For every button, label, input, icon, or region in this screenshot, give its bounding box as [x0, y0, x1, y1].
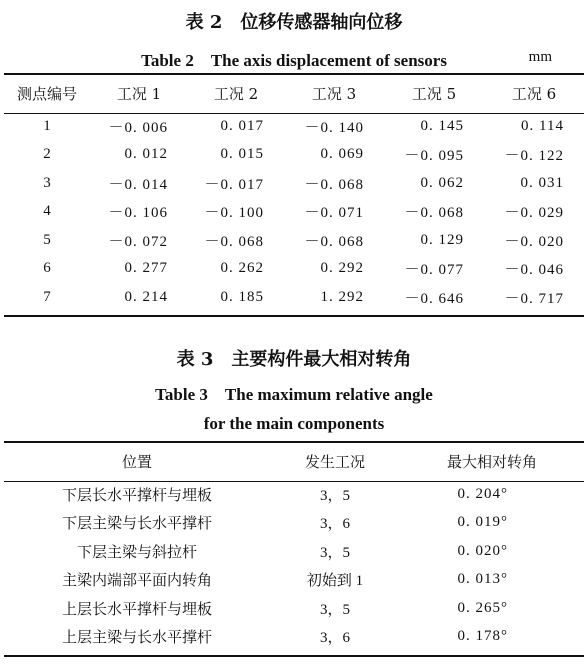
table-cell: 0. 013°	[457, 571, 508, 588]
table2-header-cell: 工况 6	[511, 84, 557, 103]
table-row	[4, 169, 584, 198]
table-row	[4, 112, 584, 141]
table-cell: －0. 029	[504, 205, 564, 222]
table3-title-cn: 表 3 主要构件最大相对转角	[176, 349, 412, 370]
table3-bottom-rule	[4, 655, 584, 657]
table3	[4, 442, 584, 651]
table-cell: 7	[43, 288, 51, 305]
table-cell: －0. 106	[108, 205, 168, 222]
table-cell: 0. 265°	[457, 599, 508, 616]
table2-header-cell: 工况 5	[411, 84, 457, 103]
table-cell: 0. 204°	[457, 485, 508, 502]
table-cell: 4	[43, 203, 51, 220]
table3-header-cell: 最大相对转角	[446, 452, 537, 471]
table-cell: 0. 031	[520, 174, 564, 191]
table3-header-row	[4, 442, 584, 480]
table-cell: －0. 646	[404, 290, 464, 307]
table-row	[4, 255, 584, 284]
table-row	[4, 226, 584, 255]
table2-title-en: Table 2 The axis displacement of sensors	[141, 51, 447, 70]
table-cell: 0. 114	[521, 117, 564, 134]
table-row	[4, 283, 584, 312]
table2	[4, 74, 584, 312]
table-cell: 0. 214	[124, 288, 168, 305]
table-cell: 0. 178°	[457, 628, 508, 645]
table3-header-cell: 位置	[121, 452, 152, 471]
table-row	[4, 480, 584, 509]
table-cell: 0. 292	[320, 260, 364, 277]
table-cell: 3	[43, 174, 51, 191]
table-row	[4, 198, 584, 227]
table-cell: 1	[43, 117, 51, 134]
table-row	[4, 509, 584, 538]
table-cell: －0. 140	[304, 119, 364, 136]
table-cell: 3，6	[319, 516, 350, 533]
table3-header-cell: 发生工况	[304, 452, 365, 471]
table-cell: －0. 068	[304, 233, 364, 250]
table2-title-cn: 表 2 位移传感器轴向位移	[185, 12, 403, 33]
table2-header-row	[4, 74, 584, 112]
table-cell: －0. 717	[504, 290, 564, 307]
table-cell: 0. 015	[220, 146, 264, 163]
table-cell: 3，5	[319, 544, 350, 561]
table-row	[4, 594, 584, 623]
table-cell: －0. 122	[504, 148, 564, 165]
table-cell: 0. 019°	[457, 514, 508, 531]
table2-header-cell: 工况 3	[311, 84, 357, 103]
table-cell: －0. 068	[404, 205, 464, 222]
table-cell: －0. 071	[304, 205, 364, 222]
table-row	[4, 141, 584, 170]
table3-title-en-line1: Table 3 The maximum relative angle	[155, 385, 433, 404]
table-cell: －0. 068	[204, 233, 264, 250]
table-cell: 1. 292	[320, 288, 364, 305]
table-cell: －0. 072	[108, 233, 168, 250]
table-cell: 0. 277	[124, 260, 168, 277]
table2-header-cell: 测点编号	[16, 84, 77, 103]
table-cell: 3，5	[319, 487, 350, 504]
table-cell: －0. 068	[304, 176, 364, 193]
table-row	[4, 623, 584, 652]
table-cell: 3，5	[319, 601, 350, 618]
table-cell: －0. 017	[204, 176, 264, 193]
table-cell: 初始到 1	[306, 573, 364, 590]
table2-header-cell: 工况 2	[213, 84, 259, 103]
table-cell: 0. 262	[220, 260, 264, 277]
table-cell: 2	[43, 146, 51, 163]
table-cell: －0. 095	[404, 148, 464, 165]
table3-title-en-line2: for the main components	[203, 414, 385, 433]
table-row	[4, 566, 584, 595]
table-cell: 下层主梁与斜拉杆	[76, 544, 197, 561]
table-cell: 0. 185	[220, 288, 264, 305]
table-cell: 0. 145	[420, 117, 464, 134]
table-cell: 0. 129	[420, 231, 464, 248]
table2-header-cell: 工况 1	[116, 84, 162, 103]
table-cell: 0. 062	[420, 174, 464, 191]
table-cell: 上层长水平撑杆与埋板	[61, 601, 212, 618]
table-cell: －0. 006	[108, 119, 168, 136]
table-cell: －0. 020	[504, 233, 564, 250]
table-cell: 0. 017	[220, 117, 264, 134]
table2-unit: mm	[528, 49, 552, 65]
table-cell: －0. 100	[204, 205, 264, 222]
table-cell: －0. 077	[404, 262, 464, 279]
table-cell: 3，6	[319, 630, 350, 647]
table-cell: 0. 020°	[457, 542, 508, 559]
table-cell: 6	[43, 260, 51, 277]
table-cell: 5	[43, 231, 51, 248]
table-cell: 下层主梁与长水平撑杆	[61, 516, 212, 533]
table2-bottom-rule	[4, 315, 584, 317]
table-cell: －0. 014	[108, 176, 168, 193]
table-cell: 上层主梁与长水平撑杆	[61, 630, 212, 647]
table-cell: 0. 069	[320, 146, 364, 163]
table-row	[4, 537, 584, 566]
table-cell: 主梁内端部平面内转角	[61, 573, 212, 590]
table-cell: 下层长水平撑杆与埋板	[61, 487, 212, 504]
table-cell: 0. 012	[124, 146, 168, 163]
table-cell: －0. 046	[504, 262, 564, 279]
